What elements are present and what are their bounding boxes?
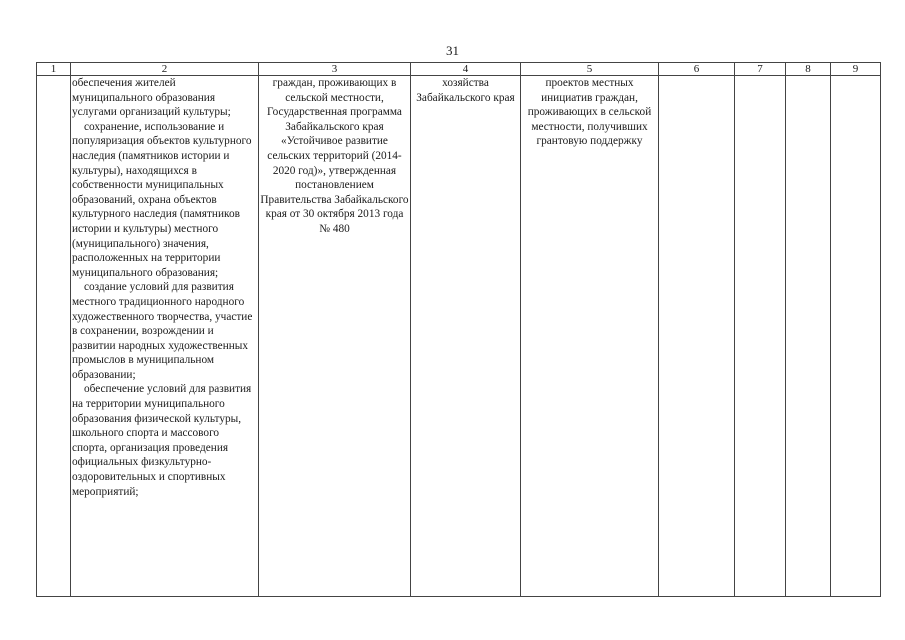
- cell-paragraph: обеспечение условий для развития на территории муниципального образования физической культуры, школьного спорта и массового спорта, организация проведения официальных физкультурно-оздоровительных и спортивных мероприятий;: [72, 383, 252, 498]
- column-number: 4: [411, 63, 521, 76]
- cell-paragraph: сохранение, использование и популяризация объектов культурного наследия (памятников истории и культуры), находящихся в собственности муниципальных образований, охрана объектов культурного наследия (памятников истории и культуры) местного (муниципального) значения, расположенных на территории муниципального образования;: [72, 120, 252, 279]
- cell-col8: [786, 76, 831, 597]
- page-number: 31: [446, 43, 459, 58]
- cell-col4: хозяйства Забайкальского края: [411, 76, 521, 597]
- cell-col5: проектов местных инициатив граждан, проживающих в сельской местности, получивших грантовую поддержку: [521, 76, 659, 597]
- column-number: 7: [735, 63, 786, 76]
- cell-col9: [831, 76, 881, 597]
- cell-paragraph: обеспечения жителей муниципального образования услугами организаций культуры;: [72, 77, 231, 119]
- cell-col6: [659, 76, 735, 597]
- cell-paragraph: создание условий для развития местного традиционного народного художественного творчества, участие в сохранении, возрождении и развитии народных художественных промыслов в муниципальном образовании;: [72, 281, 253, 381]
- column-number-row: [37, 63, 881, 76]
- cell-col2: [71, 76, 259, 597]
- cell-col7: [735, 76, 786, 597]
- cell-col1: [37, 76, 71, 597]
- column-number: 8: [786, 63, 831, 76]
- column-number: 9: [831, 63, 881, 76]
- document-table: [36, 62, 881, 597]
- column-number: 3: [259, 63, 411, 76]
- column-number: 2: [71, 63, 259, 76]
- column-number: 1: [37, 63, 71, 76]
- cell-col3: граждан, проживающих в сельской местности, Государственная программа Забайкальского края «Устойчивое развитие сельских территорий (2014-2020 год)», утвержденная постановлением Правительства Забайкальского края от 30 октября 2013 года № 480: [259, 76, 411, 597]
- column-number: 6: [659, 63, 735, 76]
- table-row: [37, 76, 881, 597]
- column-number: 5: [521, 63, 659, 76]
